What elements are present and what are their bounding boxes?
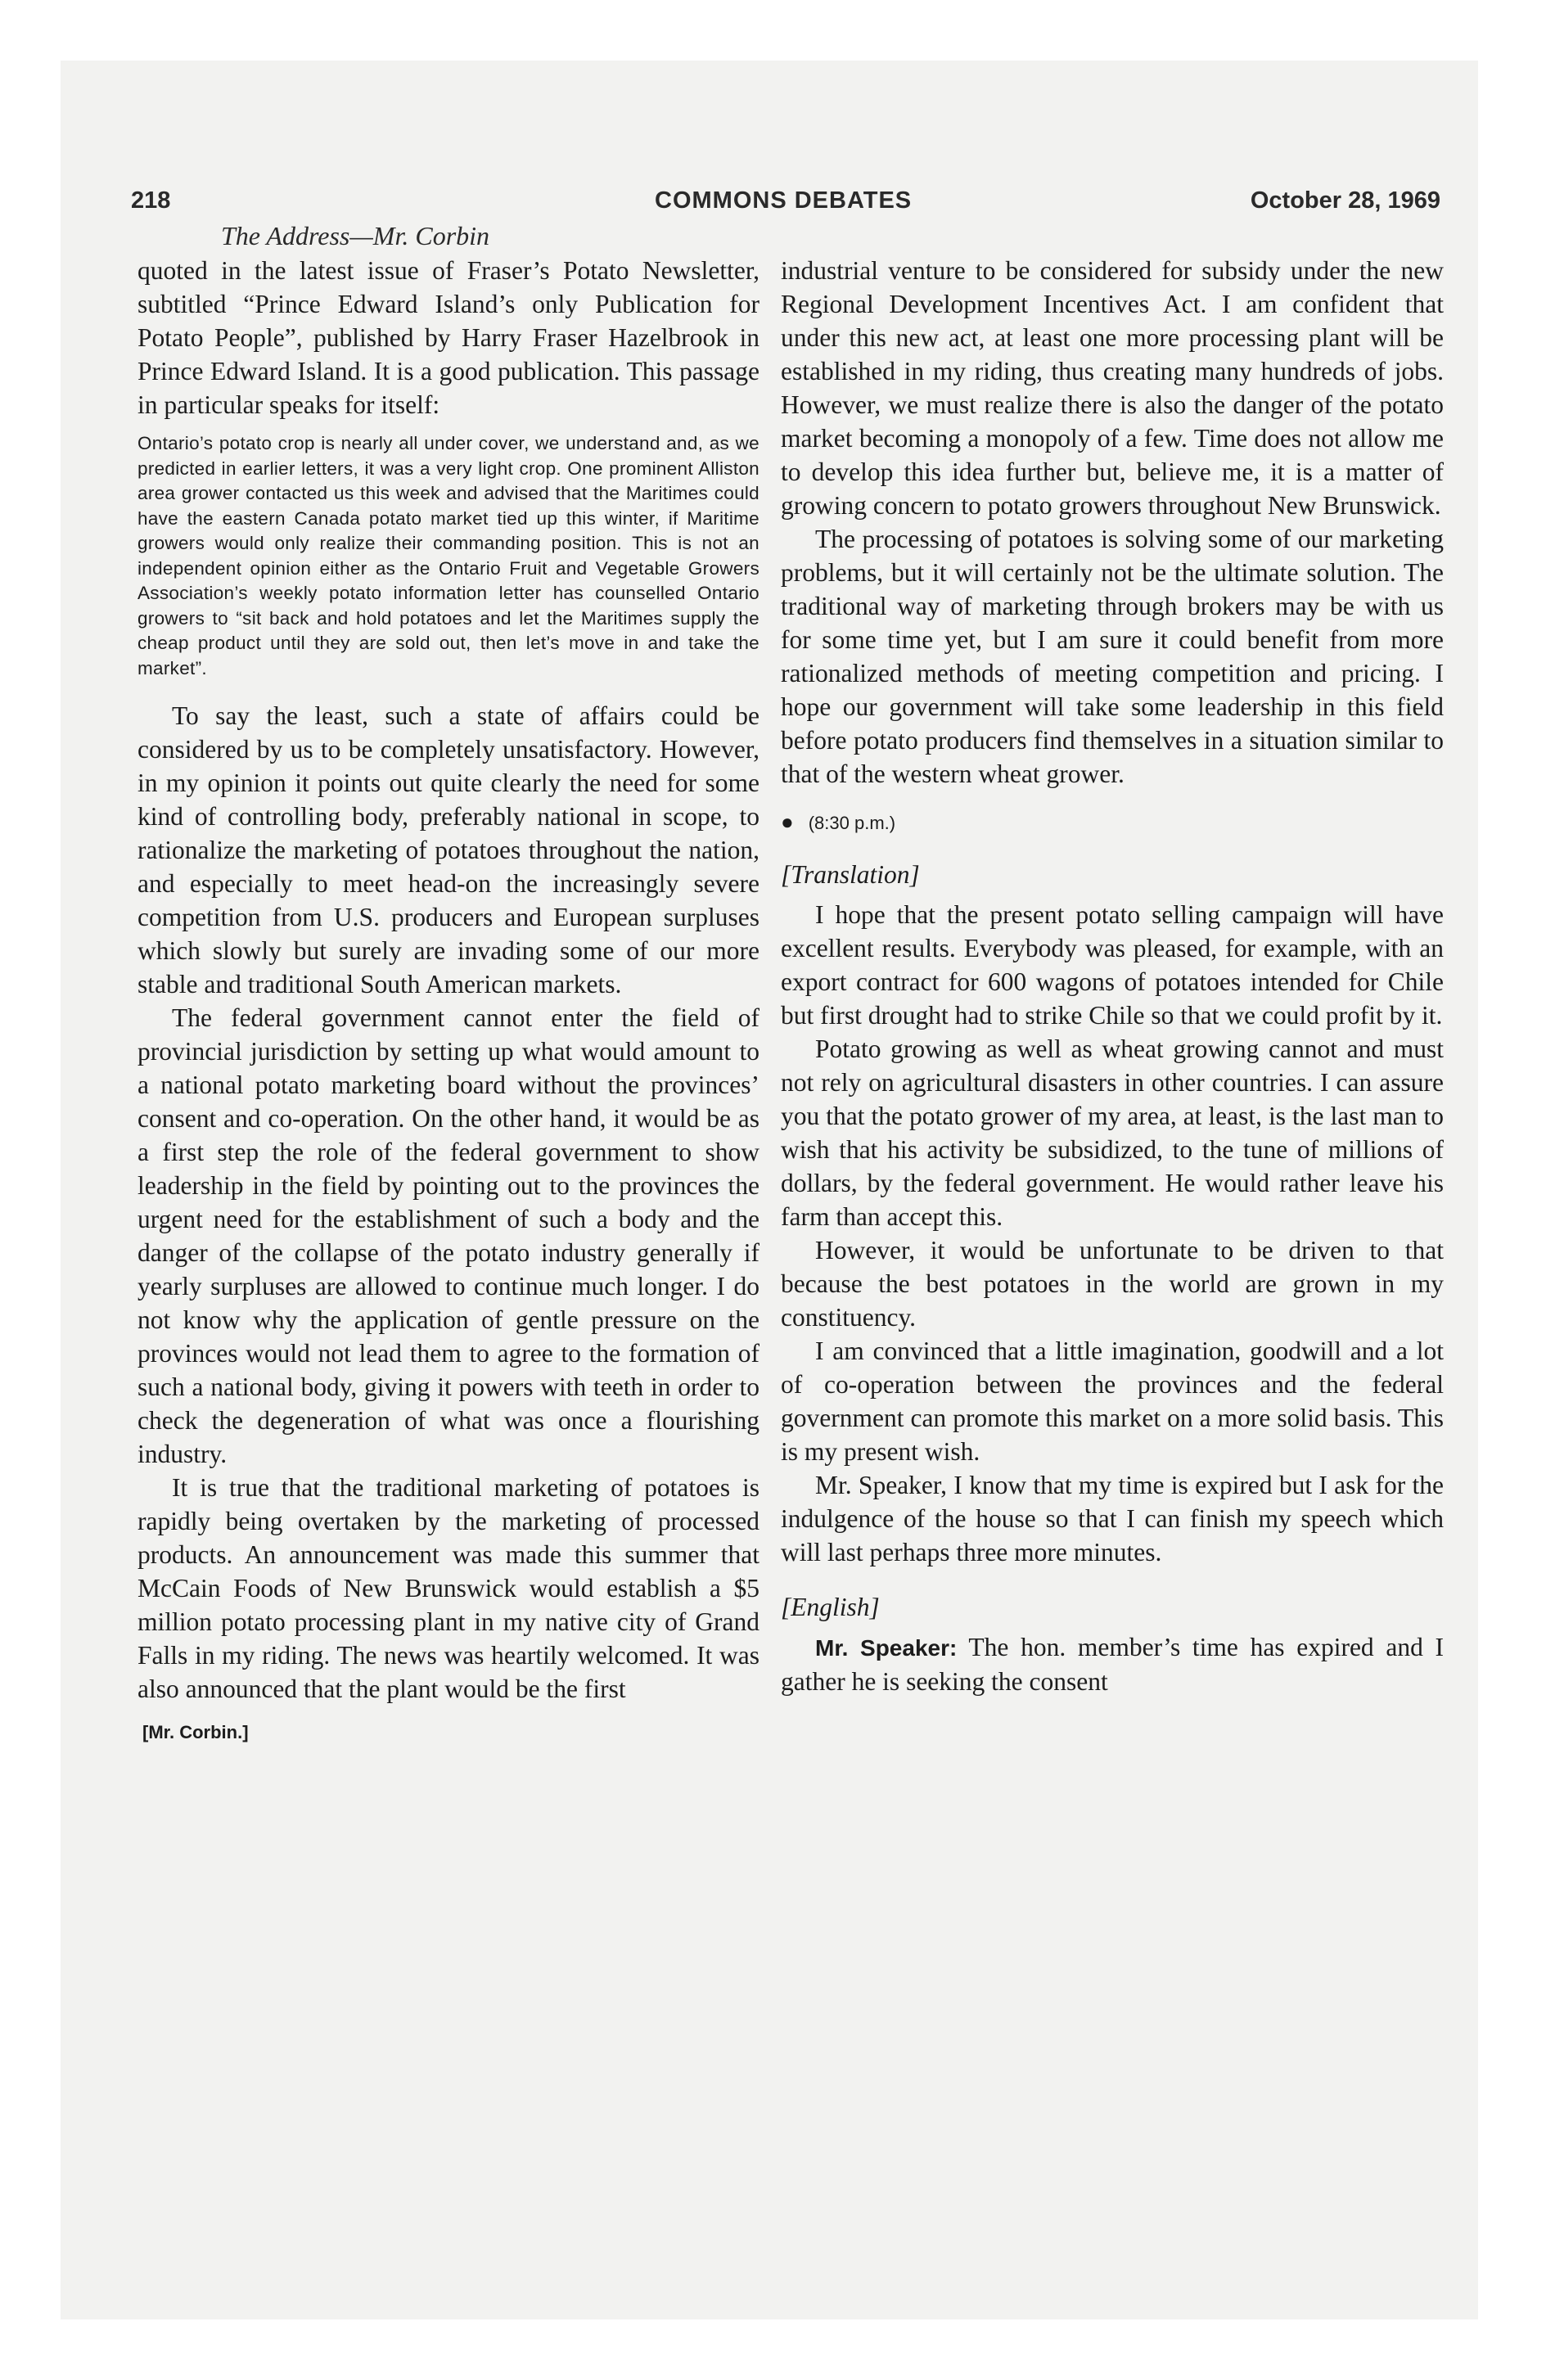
paragraph: However, it would be unfortunate to be driven to that because the best potatoes in the world are grown in my constituency. (781, 1236, 1444, 1332)
publication-date: October 28, 1969 (1250, 187, 1440, 214)
paragraph: Mr. Speaker, I know that my time is expired but I ask for the indulgence of the house so that I can finish my speech which will last perhaps three more minutes. (781, 1471, 1444, 1566)
paragraph: The processing of potatoes is solving some of our marketing problems, but it will certainly not be the ultimate solution. The traditional way of marketing through brokers may be with us for some time yet, but I am sure it could benefit from more rationalized methods of meeting competition and pricing. I hope our government will take some leadership in this field before potato producers find themselves in a situation similar to that of the western wheat grower. (781, 525, 1444, 788)
continued-paragraph: industrial venture to be considered for subsidy under the new Regional Development Incentives Act. I am confident that under this new act, at least one more processing plant will be established in my riding, thus creating many hundreds of jobs. However, we must realize there is also the danger of the potato market becoming a monopoly of a few. Time does not allow me to develop this idea further but, believe me, it is a matter of growing concern to potato growers throughout New Brunswick. (781, 256, 1444, 520)
timestamp (781, 805, 1444, 840)
running-head: The Address—Mr. Corbin (221, 221, 490, 250)
speaker-name: Mr. Speaker: (815, 1635, 958, 1661)
paragraph: I hope that the present potato selling campaign will have excellent results. Everybody was pleased, for example, with an export contract for 600 wagons of potatoes intended for Chile but first drought had to strike Chile so that we could profit by it. (781, 900, 1444, 1030)
speaker-text: The hon. member’s time has expired and I gather he is seeking the consent (781, 1633, 1444, 1696)
paragraph: The federal government cannot enter the field of provincial jurisdiction by setting up what would amount to a national potato marketing board without the provinces’ consent and co-operation. On the other hand, it would be as a first step the role of the federal government to show leadership in the field by pointing out to the provinces the urgent need for the establishment of such a body and the danger of the collapse of the potato industry generally if yearly surpluses are allowed to continue much longer. I do not know why the application of gentle pressure on the provinces would not lead them to agree to the formation of such a national body, giving it powers with teeth in order to check the degeneration of what was once a flourishing industry. (137, 1003, 759, 1468)
translation-label: [Translation] (781, 860, 920, 889)
speaker-attribution: [Mr. Corbin.] (142, 1722, 249, 1742)
speaker-paragraph (781, 1630, 1444, 1698)
timestamp-text: (8:30 p.m.) (808, 813, 896, 833)
page-number: 218 (131, 187, 171, 214)
block-quote: Ontario’s potato crop is nearly all under cover, we understand and, as we predicted in earlier letters, it was a very light crop. One prominent Alliston area grower contacted us this week and advised that the Maritimes could have the eastern Canada potato market tied up this winter, if Maritime growers would only realize their commanding position. This is not an independent opinion either as the Ontario Fruit and Vegetable Growers Association’s weekly potato information letter has counselled Ontario growers to “sit back and hold potatoes and let the Maritimes supply the cheap product until they are sold out, then let’s move in and take the market”. (137, 433, 759, 678)
bullet-icon: ● (781, 809, 794, 834)
paragraph: It is true that the traditional marketing of potatoes is rapidly being overtaken by the marketing of processed products. An announcement was made this summer that McCain Foods of New Brunswick would establish a $5 million potato processing plant in my native city of Grand Falls in my riding. The news was heartily welcomed. It was also announced that the plant would be the first (137, 1473, 759, 1703)
paragraph: Potato growing as well as wheat growing cannot and must not rely on agricultural disasters in other countries. I can assure you that the potato grower of my area, at least, is the last man to wish that his activity be subsidized, to the tune of millions of dollars, by the federal government. He would rather leave his farm than accept this. (781, 1034, 1444, 1231)
english-label: [English] (781, 1593, 880, 1621)
paragraph: I am convinced that a little imagination, goodwill and a lot of co-operation between the provinces and the federal government can promote this market on a more solid basis. This is my present wish. (781, 1336, 1444, 1466)
publication-title: COMMONS DEBATES (655, 187, 913, 214)
intro-paragraph: quoted in the latest issue of Fraser’s Potato Newsletter, subtitled “Prince Edward Island’s only Publication for Potato People”, published by Harry Fraser Hazelbrook in Prince Edward Island. It is a good publication. This passage in particular speaks for itself: (137, 256, 759, 419)
page-header (131, 187, 1440, 220)
paragraph: To say the least, such a state of affairs could be considered by us to be completely unsatisfactory. However, in my opinion it points out quite clearly the need for some kind of controlling body, preferably national in scope, to rationalize the marketing of potatoes throughout the nation, and especially to meet head-on the increasingly severe competition from U.S. producers and European surpluses which slowly but surely are invading some of our more stable and traditional South American markets. (137, 701, 759, 998)
right-column (781, 254, 1444, 1698)
left-column (137, 254, 759, 1749)
